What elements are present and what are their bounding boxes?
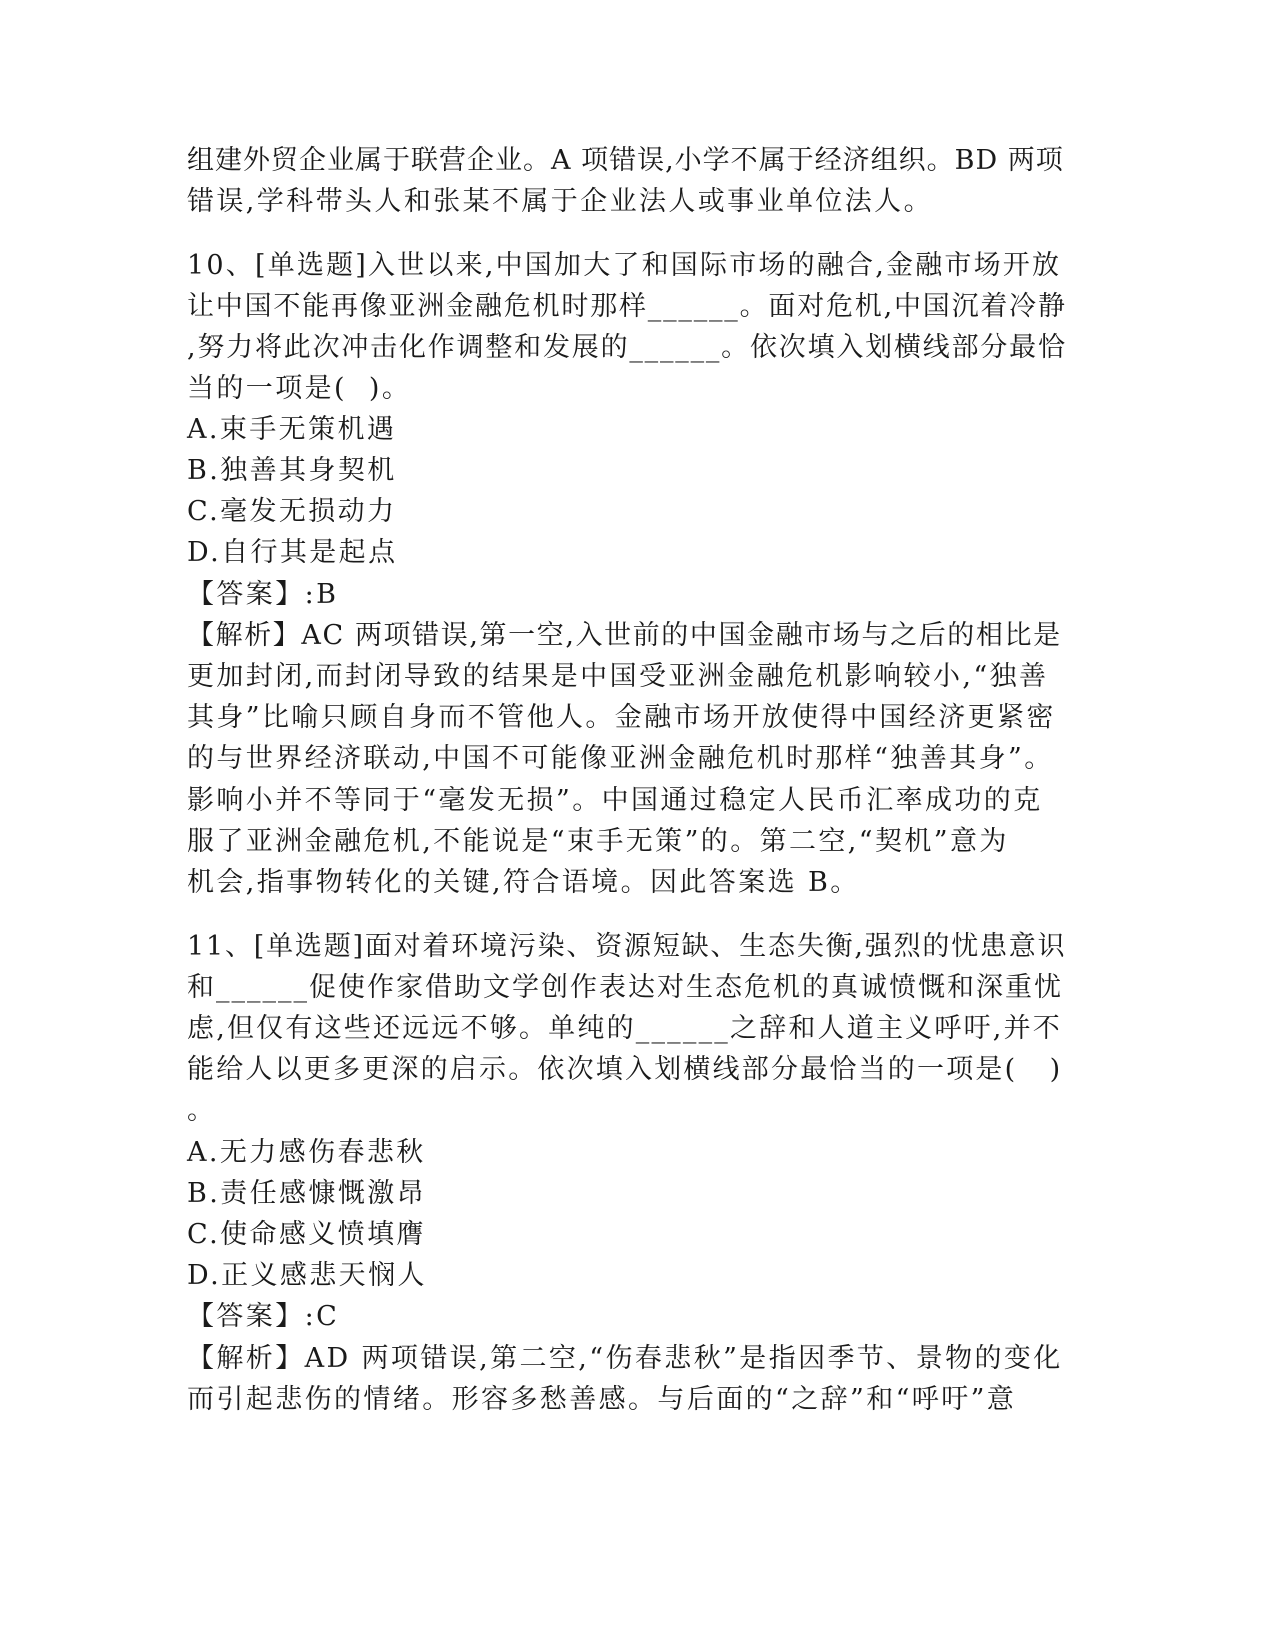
q10-option-a: A.束手无策机遇 xyxy=(187,414,397,445)
q11-stem-line: 。 xyxy=(187,1095,217,1126)
q10-option-d: D.自行其是起点 xyxy=(187,537,398,568)
q11-option-a: A.无力感伤春悲秋 xyxy=(187,1137,426,1168)
q11-stem-line: 虑,但仅有这些还远远不够。单纯的______之辞和人道主义呼吁,并不 xyxy=(187,1013,1062,1044)
q11-stem-line: 11、[单选题]面对着环境污染、资源短缺、生态失衡,强烈的忧患意识 xyxy=(187,931,1067,962)
q11-option-b: B.责任感慷慨激昂 xyxy=(187,1178,427,1209)
q10-analysis-line: 其身”比喻只顾自身而不管他人。金融市场开放使得中国经济更紧密 xyxy=(187,702,1056,733)
q10-analysis-line: 的与世界经济联动,中国不可能像亚洲金融危机时那样“独善其身”。 xyxy=(187,743,1054,774)
q10-option-c: C.毫发无损动力 xyxy=(187,496,397,527)
prev-explanation-line: 错误,学科带头人和张某不属于企业法人或事业单位法人。 xyxy=(187,186,933,217)
q10-analysis-line: 服了亚洲金融危机,不能说是“束手无策”的。第二空,“契机”意为 xyxy=(187,826,1009,857)
q10-option-b: B.独善其身契机 xyxy=(187,455,397,486)
prev-explanation-line: 组建外贸企业属于联营企业。A 项错误,小学不属于经济组织。BD 两项 xyxy=(187,145,1064,176)
q10-answer: 【答案】:B xyxy=(187,579,339,610)
q11-stem-line: 能给人以更多更深的启示。依次填入划横线部分最恰当的一项是( ) xyxy=(187,1054,1063,1085)
q11-option-d: D.正义感悲天悯人 xyxy=(187,1260,427,1291)
q10-analysis-line: 【解析】AC 两项错误,第一空,入世前的中国金融市场与之后的相比是 xyxy=(187,620,1062,651)
q11-analysis-line: 而引起悲伤的情绪。形容多愁善感。与后面的“之辞”和“呼吁”意 xyxy=(187,1384,1017,1415)
q10-stem-line: 当的一项是( )。 xyxy=(187,373,412,404)
q10-stem-line: 10、[单选题]入世以来,中国加大了和国际市场的融合,金融市场开放 xyxy=(187,250,1062,281)
q10-analysis-line: 更加封闭,而封闭导致的结果是中国受亚洲金融危机影响较小,“独善 xyxy=(187,661,1049,692)
q11-analysis-line: 【解析】AD 两项错误,第二空,“伤春悲秋”是指因季节、景物的变化 xyxy=(187,1343,1063,1374)
q11-stem-line: 和______促使作家借助文学创作表达对生态危机的真诚愤慨和深重忧 xyxy=(187,972,1063,1003)
q10-analysis-line: 机会,指事物转化的关键,符合语境。因此答案选 B。 xyxy=(187,867,860,898)
q10-stem-line: 让中国不能再像亚洲金融危机时那样______。面对危机,中国沉着冷静 xyxy=(187,291,1067,322)
q11-option-c: C.使命感义愤填膺 xyxy=(187,1219,426,1250)
q10-stem-line: ,努力将此次冲击化作调整和发展的______。依次填入划横线部分最恰 xyxy=(187,332,1067,363)
q10-analysis-line: 影响小并不等同于“毫发无损”。中国通过稳定人民币汇率成功的克 xyxy=(187,785,1043,816)
q11-answer: 【答案】:C xyxy=(187,1301,340,1332)
